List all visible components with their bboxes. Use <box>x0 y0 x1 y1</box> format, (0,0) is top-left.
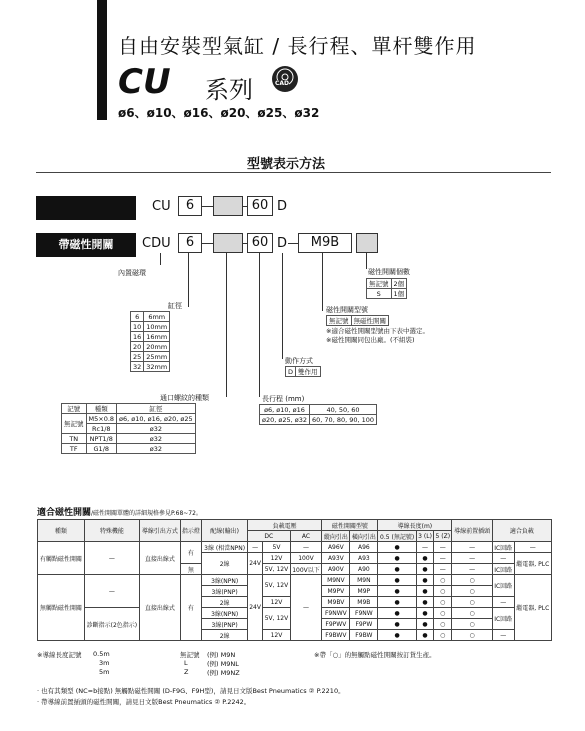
table-row <box>38 575 552 586</box>
lead-cell: ● <box>378 619 417 630</box>
stroke-values: 60, 70, 80, 90, 100 <box>310 415 377 425</box>
lead-note-code: Z <box>184 668 189 676</box>
switch-type-note-1: ※適合磁性開關型號由下表中選定。 <box>326 327 429 335</box>
model-h-cell: M9P <box>350 586 378 597</box>
footnote-2: ‧ 帶導線前置插頭的磁性開關，請見日文版Best Pneumatics ② P.2242。 <box>37 698 251 706</box>
action-code: D <box>286 367 296 377</box>
th-load: 適合負載 <box>492 520 551 542</box>
dc-cell: — <box>247 542 262 553</box>
th-type: 種類 <box>38 520 85 542</box>
switch-type-desc: 無磁性開關 <box>351 316 389 326</box>
lead-cell: ● <box>378 630 417 641</box>
load-cell: IC回路 <box>492 564 514 575</box>
entry-cell: 直接出線式 <box>140 542 180 575</box>
leader <box>259 253 260 397</box>
ac-cell: 100V以下 <box>290 564 322 575</box>
lead-note-code: L <box>184 659 188 667</box>
bore-table <box>130 311 170 372</box>
lead-cell: ○ <box>434 597 452 608</box>
port-type: Rc1/8 <box>86 424 117 434</box>
model-h-cell: A90 <box>350 564 378 575</box>
qty-value: 2個 <box>391 279 407 289</box>
precable-cell: — <box>452 542 492 553</box>
precable-cell: ○ <box>452 630 492 641</box>
th-lead-3: 3 (L) <box>418 532 432 540</box>
port-bore: ø32 <box>117 424 196 434</box>
bore-code: 6 <box>131 312 144 322</box>
lead-note-len: 3m <box>99 659 110 667</box>
section-title-model: 型號表示方法 <box>247 157 326 172</box>
switch-type-note-2: ※磁性開關同包出廠。(不組裝) <box>326 336 415 344</box>
port-type: G1/8 <box>86 444 117 454</box>
type-solid: 無觸點磁性開關 <box>38 575 85 641</box>
qty-value: 1個 <box>391 289 407 299</box>
lead-cell: ○ <box>434 586 452 597</box>
code-qty-blank <box>356 233 378 253</box>
switch-table <box>37 519 552 641</box>
lead-cell: ● <box>416 630 433 641</box>
th-voltage: 負載電壓 <box>247 520 321 531</box>
wiring-cell: 3線(NPN) <box>202 608 248 619</box>
port-bore: ø6, ø10, ø16, ø20, ø25 <box>117 414 196 424</box>
lead-note-len: 5m <box>99 668 110 676</box>
dc-cell: 5V, 12V <box>264 565 289 573</box>
wiring-cell: 3線(NPN) <box>202 575 248 586</box>
code-stroke-2: 60 <box>247 233 273 253</box>
built-in-magnet-label: 內置磁環 <box>118 269 146 277</box>
th-model: 磁性開關型號 <box>322 520 378 531</box>
bore-value: 20mm <box>144 342 170 352</box>
code-switch-2: M9B <box>298 233 352 253</box>
leader <box>366 253 367 269</box>
port-bore: ø32 <box>117 444 196 454</box>
load-cell: 繼電器, PLC <box>514 553 551 575</box>
connector <box>288 243 298 244</box>
ac-cell: — <box>290 575 322 641</box>
wiring-cell: 3線 (相當NPN) <box>202 542 248 553</box>
lead-cell: ● <box>378 586 417 597</box>
dc-cell: 5V, 12V <box>263 608 290 630</box>
precable-cell: — <box>452 564 492 575</box>
side-bar-accent <box>97 0 107 120</box>
special-cell: 診斷指示(2色指示) <box>84 608 139 641</box>
cad-badge-text: CAD <box>275 80 290 87</box>
dc-cell: 24V <box>247 553 262 575</box>
bore-value: 10mm <box>144 322 170 332</box>
lead-cell: ● <box>416 608 433 619</box>
bore-value: 32mm <box>144 362 170 372</box>
code-stroke-1: 60 <box>247 196 273 216</box>
load-cell: — <box>492 553 514 564</box>
blank-label-bar <box>36 196 136 220</box>
port-title: 通口螺紋的種類 <box>160 394 209 402</box>
switch-section-title-text: 適合磁性開關 <box>37 508 92 518</box>
lead-note-title: ※導線長度記號 <box>37 651 82 659</box>
load-cell: IC回路 <box>492 542 514 553</box>
port-type: M5×0.8 <box>86 414 117 424</box>
precable-cell: ○ <box>452 575 492 586</box>
code-prefix-1: CU <box>152 199 171 214</box>
lead-cell: — <box>416 542 433 553</box>
th-precable: 導線前置插頭 <box>452 520 492 542</box>
model-v-cell: M9BV <box>322 597 350 608</box>
connector <box>201 206 213 207</box>
lead-cell: ● <box>416 575 433 586</box>
circle-note: ※帶「○」的無觸點磁性開關按訂貨生產。 <box>314 651 436 659</box>
bore-sizes: ø6、ø10、ø16、ø20、ø25、ø32 <box>118 106 320 120</box>
leader <box>188 253 189 307</box>
port-code: TF <box>62 444 87 454</box>
lead-cell: ● <box>378 564 417 575</box>
lead-cell: ● <box>378 575 417 586</box>
indicator-cell: 有 <box>180 575 202 641</box>
action-table <box>285 366 321 377</box>
lead-cell: ○ <box>434 575 452 586</box>
lead-cell: ● <box>416 553 433 564</box>
lead-cell: — <box>434 564 452 575</box>
load-cell: 繼電器, PLC <box>514 575 551 641</box>
lead-note-example: (例) M9N <box>207 651 236 659</box>
model-h-cell: M9N <box>350 575 378 586</box>
model-v-cell: F9NWV <box>322 608 350 619</box>
lead-cell: ● <box>416 586 433 597</box>
bore-value: 6mm <box>144 312 170 322</box>
code-port-blank-2 <box>213 233 243 253</box>
lead-note-example: (例) M9NZ <box>207 669 240 677</box>
leader <box>282 253 283 359</box>
model-v-cell: F9PWV <box>322 619 350 630</box>
type-reed: 有觸點磁性開關 <box>38 542 85 575</box>
load-cell: — <box>492 630 514 641</box>
bore-code: 16 <box>131 332 144 342</box>
precable-cell: ○ <box>452 586 492 597</box>
dc-cell: 5V, 12V <box>263 575 290 597</box>
th-lead-05: 0.5 (無記號) <box>378 531 417 542</box>
model-h-cell: F9BW <box>350 630 378 641</box>
dc-cell: 12V <box>263 597 290 608</box>
action-desc: 雙作用 <box>296 367 321 377</box>
lead-cell: ● <box>378 597 417 608</box>
dc-cell: 5V <box>263 542 290 553</box>
th-dc: DC <box>247 531 290 542</box>
wiring-cell: 2線 <box>202 597 248 608</box>
divider <box>36 172 551 173</box>
lead-cell: ● <box>416 619 433 630</box>
model-h-cell: M9B <box>350 597 378 608</box>
th-wiring: 配線(輸出) <box>202 520 248 542</box>
switch-qty-title: 磁性開關個數 <box>368 268 410 276</box>
model-h-cell: F9PW <box>350 619 378 630</box>
special-cell: — <box>84 575 139 608</box>
port-type: NPT1/8 <box>86 434 117 444</box>
lead-cell: ● <box>378 553 417 564</box>
stroke-bore: ø6, ø10, ø16 <box>260 405 310 415</box>
th-ac: AC <box>290 531 322 542</box>
model-h-cell: F9NW <box>350 608 378 619</box>
switch-section-subtitle: /磁性開關單體的詳細規格參見P.68~72。 <box>91 510 202 517</box>
lead-cell: ● <box>378 608 417 619</box>
th-horizontal: 橫向引出 <box>350 531 378 542</box>
code-action-1: D <box>277 199 288 214</box>
ac-cell: 100V <box>290 553 322 564</box>
series-code: CU <box>118 62 171 102</box>
dc-cell: 12V <box>263 553 290 564</box>
switch-type-code: 無記號 <box>327 316 352 326</box>
code-port-blank-1 <box>213 196 243 216</box>
code-prefix-2: CDU <box>142 236 171 251</box>
indicator-cell: 無 <box>180 564 202 575</box>
series-label: 系列 <box>205 76 253 104</box>
wiring-cell: 3線(PNP) <box>202 619 248 630</box>
stroke-bore: ø20, ø25, ø32 <box>260 415 310 425</box>
switch-qty-table <box>366 278 407 299</box>
model-v-cell: M9PV <box>322 586 350 597</box>
qty-code: S <box>367 289 392 299</box>
port-header: 缸徑 <box>117 404 196 414</box>
bore-code: 32 <box>131 362 144 372</box>
th-special: 特殊機能 <box>84 520 139 542</box>
cad-icon[interactable] <box>272 66 298 92</box>
entry-cell: 直接出線式 <box>140 575 180 641</box>
load-cell: — <box>492 597 514 608</box>
switch-section-title <box>37 505 202 518</box>
model-v-cell: A96V <box>322 542 350 553</box>
connector <box>201 243 213 244</box>
footnote-1: ‧ 也有其類型 (NC=b接點) 無觸點磁性開關 (D-F9G、F9H型)，請見日文版Best Pneumatics ② P.2210。 <box>37 687 345 695</box>
port-table <box>61 403 196 454</box>
th-lead: 導線長度(m) <box>378 520 452 531</box>
special-cell: — <box>84 542 139 575</box>
wiring-cell: 2線 <box>202 630 248 641</box>
stroke-table <box>259 404 377 425</box>
lead-cell: ● <box>416 564 433 575</box>
stroke-values: 40, 50, 60 <box>310 405 377 415</box>
bore-value: 16mm <box>144 332 170 342</box>
page-title: 自由安裝型氣缸 / 長行程、單杆雙作用 <box>118 34 477 58</box>
lead-note-code: 無記號 <box>180 651 200 659</box>
th-indicator: 指示燈 <box>180 520 202 542</box>
port-code: TN <box>62 434 87 444</box>
bore-code: 25 <box>131 352 144 362</box>
load-cell: IC回路 <box>492 608 514 630</box>
lead-cell: ○ <box>434 630 452 641</box>
action-title: 動作方式 <box>285 357 313 365</box>
model-h-cell: A96 <box>350 542 378 553</box>
code-bore-2: 6 <box>178 233 202 253</box>
wiring-cell: 3線(PNP) <box>202 586 248 597</box>
ac-cell: — <box>290 542 322 553</box>
leader <box>226 253 227 397</box>
precable-cell: — <box>452 553 492 564</box>
lead-cell: ● <box>378 542 417 553</box>
port-header: 種類 <box>86 404 117 414</box>
port-header: 記號 <box>62 404 87 414</box>
model-v-cell: A93V <box>322 553 350 564</box>
leader <box>160 253 161 265</box>
wiring-cell: 2線 <box>202 553 248 575</box>
bore-code: 20 <box>131 342 144 352</box>
precable-cell: ○ <box>452 597 492 608</box>
lead-cell: ○ <box>434 619 452 630</box>
lead-cell: — <box>434 553 452 564</box>
stroke-title: 長行程 (mm) <box>262 395 305 403</box>
model-v-cell: F9BWV <box>322 630 350 641</box>
with-switch-label: 帶磁性開關 <box>36 233 136 257</box>
port-bore: ø32 <box>117 434 196 444</box>
lead-cell: — <box>434 542 452 553</box>
lead-note-len: 0.5m <box>93 650 110 658</box>
switch-type-title: 磁性開關型號 <box>326 306 368 314</box>
lead-note-example: (例) M9NL <box>207 660 239 668</box>
model-v-cell: M9NV <box>322 575 350 586</box>
dc-cell: 12V <box>263 630 290 641</box>
th-entry: 導線引出方式 <box>140 520 180 542</box>
model-v-cell: A90V <box>322 564 350 575</box>
bore-title: 缸徑 <box>168 302 182 310</box>
table-row <box>38 542 552 553</box>
leader <box>322 253 323 311</box>
port-code: 無記號 <box>62 414 87 434</box>
bore-code: 10 <box>131 322 144 332</box>
precable-cell: ○ <box>452 608 492 619</box>
code-bore-1: 6 <box>178 196 202 216</box>
load-cell: — <box>514 542 551 553</box>
lead-cell: ○ <box>434 608 452 619</box>
load-cell: IC回路 <box>492 575 514 597</box>
dc-cell: 24V <box>247 575 262 641</box>
th-vertical: 縱向引出 <box>322 531 350 542</box>
switch-type-table <box>326 315 389 326</box>
lead-cell: ● <box>416 597 433 608</box>
indicator-cell: 有 <box>180 542 202 564</box>
model-h-cell: A93 <box>350 553 378 564</box>
bore-value: 25mm <box>144 352 170 362</box>
code-action-2: D <box>277 236 288 251</box>
th-lead-5: 5 (Z) <box>435 532 451 540</box>
precable-cell: ○ <box>452 619 492 630</box>
qty-code: 無記號 <box>367 279 392 289</box>
